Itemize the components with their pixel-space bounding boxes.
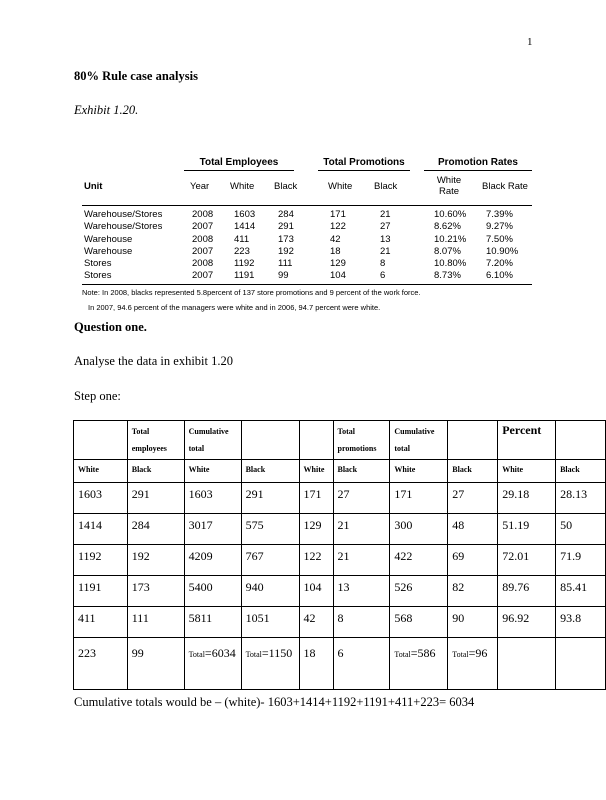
table-row [74, 545, 606, 576]
exhibit-cell: 104 [330, 270, 346, 282]
table-cell: 42 [299, 607, 333, 638]
exhibit-cell: 10.21% [434, 233, 467, 245]
exhibit-cell: 8.62% [434, 221, 461, 233]
table-cell: 940 [241, 576, 299, 607]
exhibit-cell: 192 [278, 245, 294, 257]
col-black-employees: Black [274, 181, 298, 192]
question-text: Analyse the data in exhibit 1.20 [74, 354, 233, 368]
exhibit-cell: 7.20% [486, 258, 513, 270]
header-black: Black [556, 460, 606, 483]
table-cell: 51.19 [498, 514, 556, 545]
page-number: 1 [527, 36, 533, 48]
exhibit-cell: 8 [380, 258, 386, 270]
table-cell: 129 [299, 514, 333, 545]
table-cell: 8 [333, 607, 390, 638]
exhibit-cell: 10.90% [486, 245, 519, 257]
exhibit-note: Note: In 2008, blacks represented 5.8percent of 137 store promotions and 9 percent of the work force. [82, 287, 421, 297]
exhibit-row [82, 258, 532, 270]
exhibit-cell: 2008 [192, 258, 214, 270]
exhibit-row [82, 209, 532, 221]
header-white: White [299, 460, 333, 483]
table-cell: 5811 [184, 607, 241, 638]
exhibit-cell: 411 [234, 233, 250, 245]
table-cell: 85.41 [556, 576, 606, 607]
exhibit-cell: Stores [84, 270, 112, 282]
exhibit-cell: 284 [278, 209, 294, 220]
table-cell: 300 [390, 514, 448, 545]
table-cell: 104 [299, 576, 333, 607]
table-cell: 90 [448, 607, 498, 638]
header-cumulative-total-promotions: Cumulative total [390, 421, 448, 460]
exhibit-cell: 99 [278, 270, 289, 282]
col-white-rate: White Rate [436, 175, 462, 197]
header-cumulative-total-employees: Cumulative total [184, 421, 241, 460]
exhibit-cell: 13 [380, 233, 391, 245]
exhibit-bottom-rule [82, 284, 532, 285]
table-cell: 575 [241, 514, 299, 545]
table-body [74, 483, 606, 638]
table-cell: 27 [448, 483, 498, 514]
exhibit-cell: 1192 [234, 258, 255, 270]
exhibit-cell: Stores [84, 258, 112, 270]
exhibit-label: Exhibit 1.20. [74, 103, 139, 117]
table-cell: 192 [127, 545, 184, 576]
exhibit-cell: 171 [330, 209, 346, 220]
table-cell: 5400 [184, 576, 241, 607]
table-cell: 422 [390, 545, 448, 576]
table-cell: 28.13 [556, 483, 606, 514]
table-row [74, 607, 606, 638]
table-cell: 29.18 [498, 483, 556, 514]
table-cell: 111 [127, 607, 184, 638]
exhibit-cell: 2007 [192, 270, 214, 282]
exhibit-cell: 21 [380, 209, 391, 220]
table-cell: 122 [299, 545, 333, 576]
table-row [74, 576, 606, 607]
header-total-employees: Total employees [127, 421, 184, 460]
exhibit-cell: 122 [330, 221, 346, 233]
exhibit-cell: Warehouse/Stores [84, 221, 163, 233]
exhibit-cell: 173 [278, 233, 294, 245]
header-black: Black [333, 460, 390, 483]
table-cell: 291 [127, 483, 184, 514]
table-cell [556, 638, 606, 690]
table-cell: 6 [333, 638, 390, 690]
exhibit-cell: 223 [234, 245, 250, 257]
header-white: White [498, 460, 556, 483]
exhibit-cell: 2008 [192, 209, 214, 220]
table-row [74, 483, 606, 514]
col-unit: Unit [84, 181, 103, 192]
exhibit-cell: 7.39% [486, 209, 513, 220]
header-total-promotions: Total promotions [333, 421, 390, 460]
table-cell: 18 [299, 638, 333, 690]
header-white: White [74, 460, 128, 483]
exhibit-cell: Warehouse/Stores [84, 209, 163, 220]
table-cell: 50 [556, 514, 606, 545]
header-black: Black [127, 460, 184, 483]
header-black: Black [241, 460, 299, 483]
header-white: White [184, 460, 241, 483]
exhibit-cell: 18 [330, 245, 341, 257]
table-cell: 1414 [74, 514, 128, 545]
exhibit-row [82, 270, 532, 282]
table-cell: 48 [448, 514, 498, 545]
table-cell: 3017 [184, 514, 241, 545]
table-cell: 568 [390, 607, 448, 638]
cumulative-conclusion: Cumulative totals would be – (white)- 1603+1414+1192+1191+411+223= 6034 [74, 695, 475, 709]
exhibit-cell: 6.10% [486, 270, 513, 282]
table-cell: 72.01 [498, 545, 556, 576]
exhibit-cell: 6 [380, 270, 386, 282]
exhibit-cell: 1191 [234, 270, 255, 282]
total-prefix: Total [452, 650, 469, 659]
total-white-employees [184, 638, 241, 690]
total-prefix: Total [188, 650, 205, 659]
header-cell [241, 421, 299, 460]
exhibit-cell: 27 [380, 221, 391, 233]
table-cell: 21 [333, 545, 390, 576]
table-cell: 69 [448, 545, 498, 576]
exhibit-cell: 1603 [234, 209, 256, 220]
exhibit-column-headers [82, 175, 532, 206]
table-cell: 1191 [74, 576, 128, 607]
header-black: Black [448, 460, 498, 483]
col-year: Year [190, 181, 210, 192]
table-cell: 526 [390, 576, 448, 607]
table-cell: 171 [390, 483, 448, 514]
header-percent: Percent [498, 421, 556, 460]
table-cell: 284 [127, 514, 184, 545]
table-cell: 27 [333, 483, 390, 514]
exhibit-cell: 10.60% [434, 209, 467, 220]
table-row [74, 514, 606, 545]
table-cell: 96.92 [498, 607, 556, 638]
col-black-rate: Black Rate [482, 181, 528, 192]
exhibit-note-2: In 2007, 94.6 percent of the managers were white and in 2006, 94.7 percent were white. [88, 302, 381, 312]
exhibit-cell: 2007 [192, 245, 214, 257]
header-cell [74, 421, 128, 460]
total-value: =1150 [261, 646, 293, 660]
table-totals-row [74, 638, 606, 690]
total-value: =96 [468, 646, 488, 660]
document-title: 80% Rule case analysis [74, 69, 198, 83]
table-cell: 1051 [241, 607, 299, 638]
total-value: =586 [410, 646, 436, 660]
total-value: =6034 [204, 646, 236, 660]
exhibit-row [82, 221, 532, 233]
table-cell: 82 [448, 576, 498, 607]
table-cell [498, 638, 556, 690]
table-header-row-1 [74, 421, 606, 460]
table-cell: 173 [127, 576, 184, 607]
table-cell: 767 [241, 545, 299, 576]
table-cell: 223 [74, 638, 128, 690]
table-cell: 1192 [74, 545, 128, 576]
question-heading: Question one. [74, 320, 147, 334]
total-black-employees [241, 638, 299, 690]
table-cell: 89.76 [498, 576, 556, 607]
total-white-promotions [390, 638, 448, 690]
exhibit-cell: 8.07% [434, 245, 461, 257]
table-cell: 171 [299, 483, 333, 514]
exhibit-cell: 21 [380, 245, 391, 257]
exhibit-cell: 291 [278, 221, 294, 233]
exhibit-cell: 9.27% [486, 221, 513, 233]
col-white-promotions: White [328, 181, 353, 192]
group-header-total-employees: Total Employees [184, 157, 294, 171]
table-cell: 13 [333, 576, 390, 607]
table-cell: 93.8 [556, 607, 606, 638]
header-cell [556, 421, 606, 460]
exhibit-cell: 1414 [234, 221, 256, 233]
total-prefix: Total [394, 650, 411, 659]
exhibit-cell: 8.73% [434, 270, 461, 282]
group-header-promotion-rates: Promotion Rates [424, 157, 532, 171]
step-label: Step one: [74, 389, 121, 403]
table-cell: 21 [333, 514, 390, 545]
total-prefix: Total [245, 650, 262, 659]
table-cell: 4209 [184, 545, 241, 576]
cumulative-table [73, 420, 606, 690]
table-cell: 99 [127, 638, 184, 690]
exhibit-cell: Warehouse [84, 245, 133, 257]
header-cell [448, 421, 498, 460]
exhibit-table [82, 157, 532, 312]
group-header-total-promotions: Total Promotions [318, 157, 410, 171]
exhibit-cell: Warehouse [84, 233, 133, 245]
table-cell: 291 [241, 483, 299, 514]
exhibit-cell: 7.50% [486, 233, 513, 245]
exhibit-cell: 42 [330, 233, 341, 245]
col-black-promotions: Black [374, 181, 398, 192]
table-header-row-2 [74, 460, 606, 483]
exhibit-cell: 2008 [192, 233, 214, 245]
col-white-employees: White [230, 181, 255, 192]
exhibit-group-headers [82, 157, 532, 175]
exhibit-row [82, 246, 532, 258]
table-cell: 411 [74, 607, 128, 638]
header-white: White [390, 460, 448, 483]
exhibit-cell: 111 [278, 258, 293, 270]
exhibit-cell: 129 [330, 258, 346, 270]
exhibit-cell: 2007 [192, 221, 214, 233]
exhibit-cell: 10.80% [434, 258, 467, 270]
table-cell: 71.9 [556, 545, 606, 576]
table-cell: 1603 [74, 483, 128, 514]
header-cell [299, 421, 333, 460]
exhibit-rows [82, 209, 532, 283]
exhibit-row [82, 234, 532, 246]
table-cell: 1603 [184, 483, 241, 514]
total-black-promotions [448, 638, 498, 690]
